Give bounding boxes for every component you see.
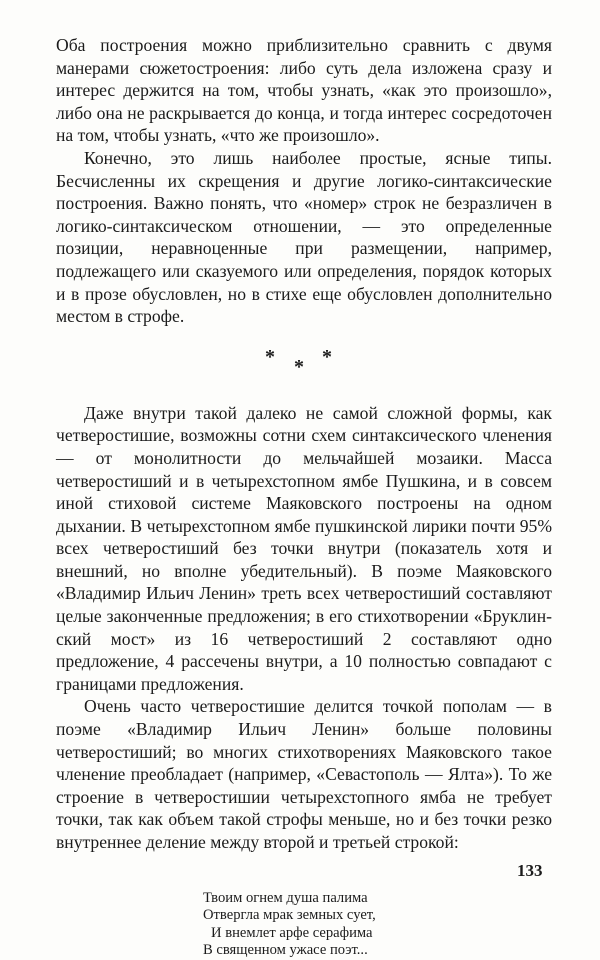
separator-star: *	[265, 345, 275, 368]
paragraph-1: Оба построения можно приблизительно сравнить с двумя манерами сюжетостроения: либо суть дела изложена сразу и интерес держится на том, чтобы узнать, «как это произошло», либо она не раскрывается до конца, и тогда интерес сосредоточен на том, чтобы узнать, «что же произошло».	[56, 35, 552, 146]
paragraph-4: Очень часто четверостишие делится точкой пополам — в поэме «Владимир Ильич Ленин» больше половины четверостиший; во многих стихотворениях Маяковского такое членение преобладает (например, «Севастополь — Ялта»). То же строение в четверостишии четырехстопного ямба не требует точки, так как объем такой строфы меньше, но и без точки резко внутреннее деление между второй и третьей строкой:	[56, 696, 552, 852]
paragraph-3: Даже внутри такой далеко не самой сложной формы, как четверостишие, возможны сотни схем синтаксического членения — от монолитности до мельчайшей мозаики. Масса четверостиший и в четырехстопном ямбе Пушкина, и в совсем иной стиховой системе Маяковского построены на одном дыхании. В четырехстопном ямбе пушкинской лирики почти 95% всех четверостиший без точки внутри (показатель хотя и внешний, но вполне убедительный). В поэме Маяковского «Владимир Ильич Ленин» треть всех четверостиший составляют целые законченные предложения; в его стихотворении «Бруклинский мост» из 16 четверостиший 2 составляют одно предложение, 4 рассечены внутри, а 10 полностью совпадают с границами предложения.	[56, 402, 552, 694]
page-body	[56, 34, 552, 960]
separator-star: *	[294, 355, 304, 378]
section-separator	[56, 346, 552, 390]
page-number: 133	[517, 861, 543, 880]
separator-star: *	[322, 345, 332, 368]
poem-quote	[203, 890, 552, 960]
poem-line: В священном ужасе поэт...	[203, 942, 368, 959]
poem-line: И внемлет арфе серафима	[211, 924, 373, 941]
paragraph-2: Конечно, это лишь наиболее простые, ясные типы. Бесчисленны их скрещения и другие логико-синтаксические построения. Важно понять, что «номер» строк не безразличен в логико-синтаксическом отношении, — это определенные позиции, неравноценные при размещении, например, подлежащего или сказуемого или определения, порядок которых и в прозе обусловлен, но в стихе еще обусловлен дополнительно местом в строфе.	[56, 147, 552, 327]
poem-line: Отвергла мрак земных сует,	[203, 907, 376, 924]
poem-line: Твоим огнем душа палима	[203, 889, 368, 906]
